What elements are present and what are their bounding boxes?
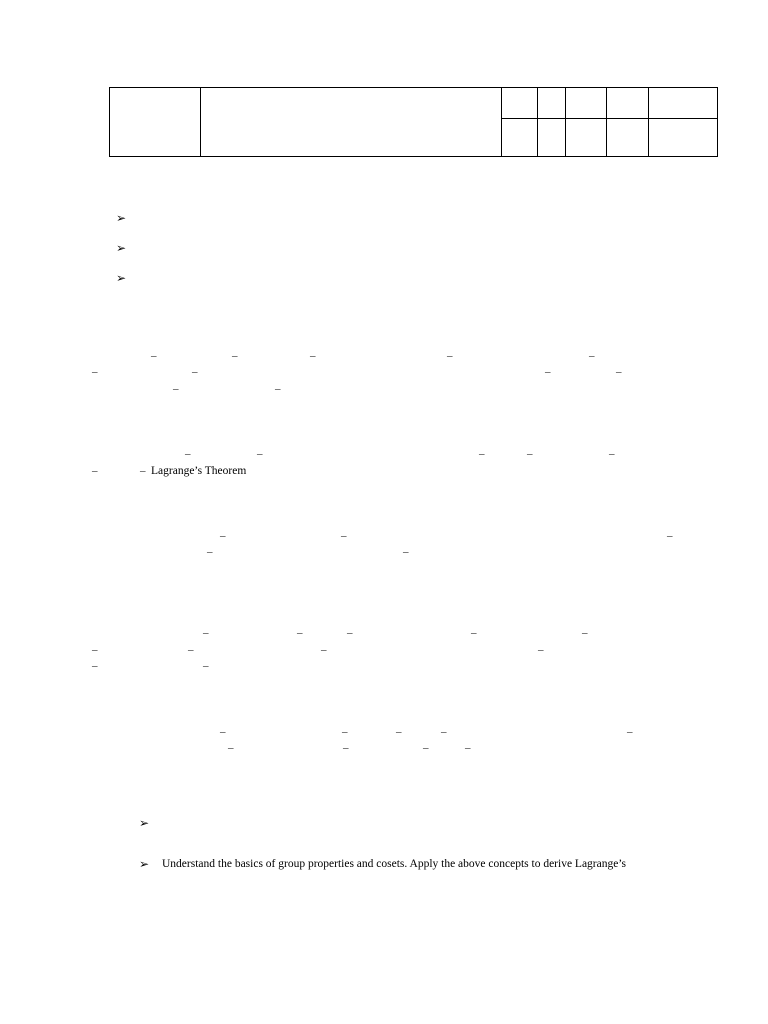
- topic-separator: –: [192, 366, 198, 378]
- course-header-table: [109, 87, 718, 157]
- topic-separator: –: [538, 644, 544, 656]
- topic-separator: –: [589, 350, 595, 362]
- objective-bullet-icon: ➢: [116, 271, 127, 285]
- topic-separator: –: [321, 644, 327, 656]
- topic-separator: –: [220, 530, 226, 542]
- topic-separator: –: [310, 350, 316, 362]
- topic-separator: –: [616, 366, 622, 378]
- topic-separator: –: [297, 627, 303, 639]
- topic-separator: –: [447, 350, 453, 362]
- topic-separator: –: [220, 726, 226, 738]
- topic-separator: –: [92, 366, 98, 378]
- header-cell-j: [606, 88, 649, 119]
- header-cell-course-title: [200, 88, 502, 157]
- header-cell-l-value: [502, 119, 538, 157]
- topic-separator: –: [185, 448, 191, 460]
- topic-separator: –: [207, 546, 213, 558]
- topic-separator: –: [403, 546, 409, 558]
- header-cell-t-value: [537, 119, 565, 157]
- topic-separator: –: [151, 350, 157, 362]
- topic-separator: –: [396, 726, 402, 738]
- topic-separator: –: [140, 465, 146, 477]
- header-cell-p-value: [565, 119, 606, 157]
- topic-separator: –: [347, 627, 353, 639]
- topic-separator: –: [173, 383, 179, 395]
- topic-lagranges-theorem: Lagrange’s Theorem: [151, 465, 247, 477]
- header-cell-course-code: [110, 88, 201, 157]
- topic-separator: –: [203, 627, 209, 639]
- topic-separator: –: [343, 742, 349, 754]
- header-cell-c-value: [649, 119, 718, 157]
- topic-separator: –: [92, 644, 98, 656]
- header-cell-j-value: [606, 119, 649, 157]
- topic-separator: –: [203, 660, 209, 672]
- topic-separator: –: [188, 644, 194, 656]
- objective-bullet-icon: ➢: [116, 211, 127, 225]
- outcome-bullet-icon: ➢: [139, 816, 150, 830]
- topic-separator: –: [92, 465, 98, 477]
- header-cell-t: [537, 88, 565, 119]
- topic-separator: –: [275, 383, 281, 395]
- objective-bullet-icon: ➢: [116, 241, 127, 255]
- outcome-bullet-icon: ➢: [139, 857, 150, 871]
- topic-separator: –: [582, 627, 588, 639]
- topic-separator: –: [342, 726, 348, 738]
- topic-separator: –: [627, 726, 633, 738]
- topic-separator: –: [423, 742, 429, 754]
- header-cell-c: [649, 88, 718, 119]
- topic-separator: –: [232, 350, 238, 362]
- topic-separator: –: [545, 366, 551, 378]
- header-cell-p: [565, 88, 606, 119]
- topic-separator: –: [471, 627, 477, 639]
- outcome-item: Understand the basics of group properties and cosets. Apply the above concepts to derive Lagrange’s: [162, 858, 627, 870]
- topic-separator: –: [441, 726, 447, 738]
- topic-separator: –: [667, 530, 673, 542]
- topic-separator: –: [257, 448, 263, 460]
- topic-separator: –: [479, 448, 485, 460]
- topic-separator: –: [228, 742, 234, 754]
- topic-separator: –: [92, 660, 98, 672]
- topic-separator: –: [341, 530, 347, 542]
- topic-separator: –: [609, 448, 615, 460]
- topic-separator: –: [527, 448, 533, 460]
- topic-separator: –: [465, 742, 471, 754]
- header-cell-l: [502, 88, 538, 119]
